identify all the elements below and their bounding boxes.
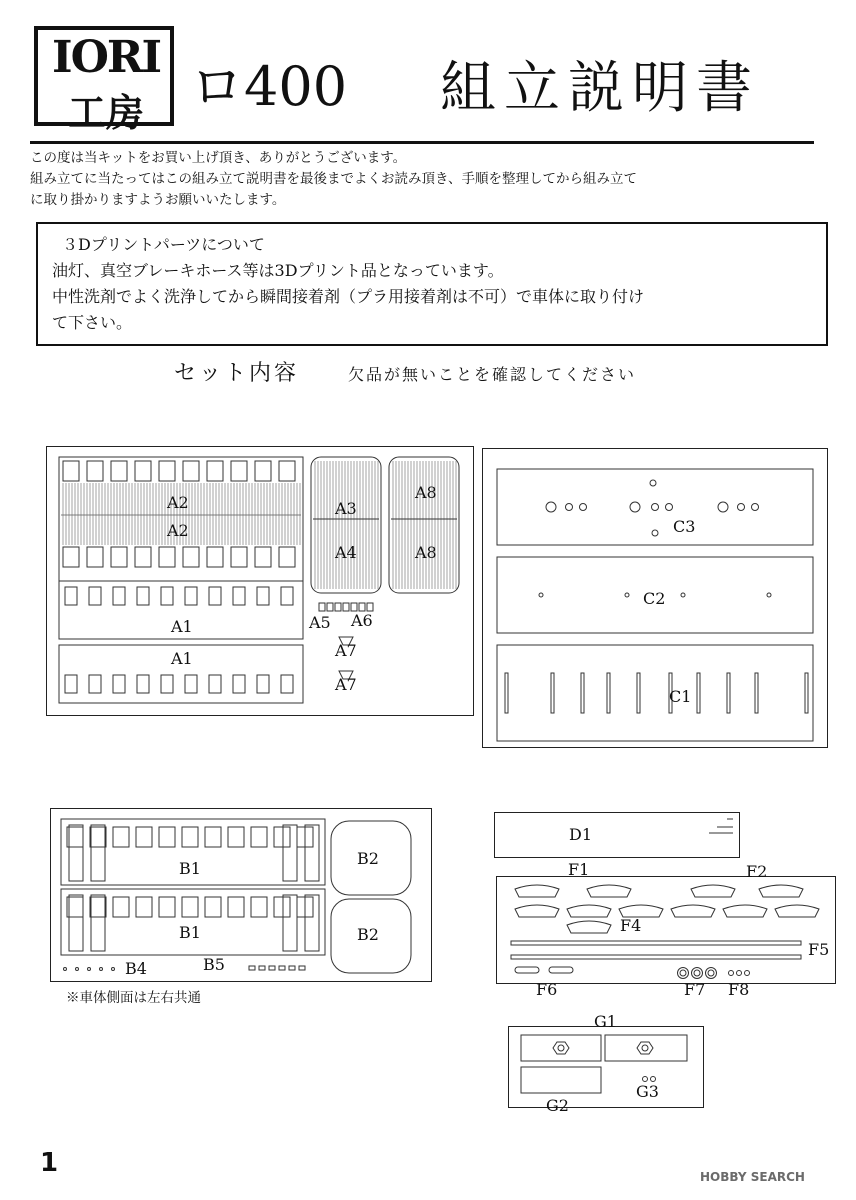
sheet-b-drawing [51, 809, 433, 983]
part-label-c1: C1 [669, 687, 692, 706]
part-label-b1: B1 [179, 923, 201, 942]
header-rule [30, 141, 814, 144]
sheet-a-drawing [47, 447, 475, 717]
part-label-a2: A2 [167, 493, 189, 512]
sheet-b-note: ※車体側面は左右共通 [66, 990, 201, 1006]
notice-line: て下さい。 [52, 313, 133, 332]
model-name: ロ400 [190, 55, 348, 118]
part-label-d1: D1 [569, 825, 593, 844]
part-label-b4: B4 [125, 959, 147, 978]
part-label-g3: G3 [636, 1082, 659, 1101]
notice-line: 油灯、真空ブレーキホース等は3Dプリント品となっています。 [52, 261, 504, 280]
part-label-b5: B5 [203, 955, 225, 974]
intro-line: この度は当キットをお買い上げ頂き、ありがとうございます。 [30, 150, 407, 166]
part-label-a4: A4 [335, 543, 357, 562]
set-contents-title: セット内容 [174, 361, 300, 386]
part-label-a2: A2 [167, 521, 189, 540]
brand-logo [34, 26, 174, 135]
part-label-g2: G2 [546, 1096, 569, 1115]
part-label-a1: A1 [171, 617, 193, 636]
part-label-g1: G1 [594, 1012, 617, 1031]
part-label-f8: F8 [728, 980, 750, 999]
sheet-g-drawing [509, 1027, 705, 1109]
part-label-f1: F1 [568, 860, 590, 879]
intro-text [30, 148, 840, 211]
page-title: 組立説明書 [440, 56, 760, 121]
part-label-b2: B2 [357, 925, 379, 944]
notice-heading: ３Dプリントパーツについて [62, 235, 265, 254]
watermark: HOBBY SEARCH [700, 1170, 805, 1184]
intro-line: 組み立てに当たってはこの組み立て説明書を最後までよくお読み頂き、手順を整理してから組み立て [30, 171, 637, 187]
parts-sheet-a [46, 446, 474, 716]
part-label-f4: F4 [620, 916, 642, 935]
part-label-a8: A8 [415, 543, 437, 562]
part-label-f7: F7 [684, 980, 706, 999]
intro-line: に取り掛かりますようお願いいたします。 [30, 192, 286, 208]
part-label-a6: A6 [351, 611, 373, 630]
part-label-f6: F6 [536, 980, 558, 999]
part-label-c3: C3 [673, 517, 696, 536]
logo-text-top: IORI [52, 32, 161, 83]
parts-sheet-c [482, 448, 828, 748]
part-d1 [494, 812, 740, 858]
part-label-a3: A3 [335, 499, 357, 518]
part-label-c2: C2 [643, 589, 666, 608]
part-label-a5: A5 [309, 613, 331, 632]
d1-drawing [495, 813, 741, 859]
part-label-a8: A8 [415, 483, 437, 502]
part-label-b1: B1 [179, 859, 201, 878]
page-number: 1 [40, 1148, 59, 1178]
parts-sheet-b [50, 808, 432, 982]
part-label-f5: F5 [808, 940, 830, 959]
notice-box [36, 222, 828, 346]
notice-line: 中性洗剤でよく洗浄してから瞬間接着剤（プラ用接着剤は不可）で車体に取り付け [52, 287, 645, 306]
part-label-a7: A7 [335, 641, 357, 660]
sheet-f-drawing [497, 877, 837, 985]
parts-sheet-f [496, 876, 836, 984]
part-label-b2: B2 [357, 849, 379, 868]
part-label-a1: A1 [171, 649, 193, 668]
parts-sheet-g [508, 1026, 704, 1108]
logo-text-bottom: 工房 [68, 90, 145, 135]
part-label-f2: F2 [746, 862, 768, 881]
part-label-a7: A7 [335, 675, 357, 694]
set-contents-note: 欠品が無いことを確認してください [348, 365, 637, 384]
